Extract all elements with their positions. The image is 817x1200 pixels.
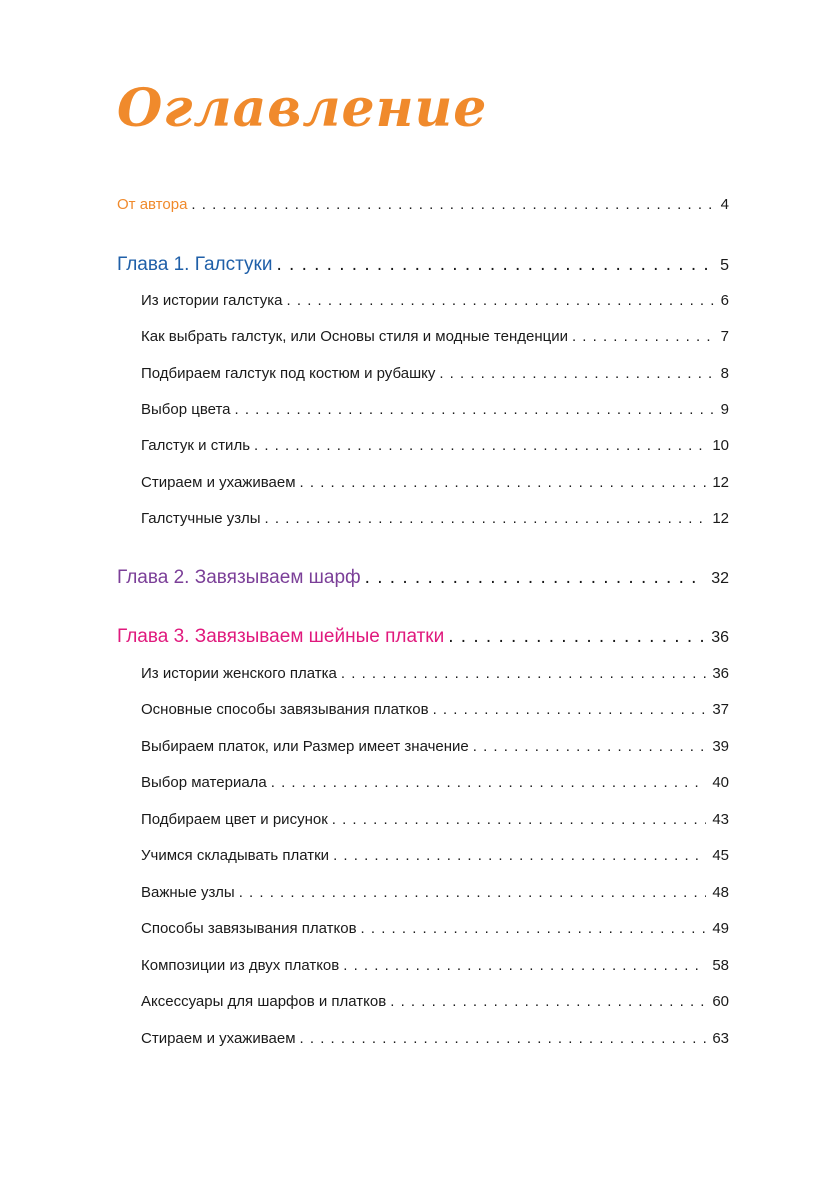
dot-leader	[341, 665, 706, 682]
dot-leader	[361, 920, 707, 937]
toc-entry-label: Способы завязывания платков	[141, 920, 357, 937]
toc-page-number: 5	[720, 257, 729, 274]
toc-entry[interactable]	[0, 292, 817, 309]
toc-entry[interactable]	[0, 510, 817, 527]
toc-entry[interactable]	[0, 884, 817, 901]
toc-page-number: 49	[712, 920, 729, 937]
dot-leader	[271, 774, 707, 791]
toc-page-number: 4	[720, 196, 729, 213]
dot-leader	[572, 328, 715, 345]
toc-page-number: 37	[712, 701, 729, 718]
dot-leader	[390, 993, 706, 1010]
toc-entry-label: Учимся складывать платки	[141, 847, 330, 864]
toc-entry[interactable]	[0, 811, 817, 828]
toc-entry[interactable]	[0, 920, 817, 937]
toc-entry-label: Галстук и стиль	[141, 437, 251, 454]
toc-page-number: 39	[712, 738, 729, 755]
toc-entry[interactable]	[0, 437, 817, 454]
toc-chapter-2[interactable]	[0, 567, 817, 589]
toc-chapter-label: Глава 2. Завязываем шарф	[117, 567, 361, 588]
page-title: Оглавление	[117, 78, 488, 139]
toc-entry-label: Из истории галстука	[141, 292, 283, 309]
toc-page-number: 40	[712, 774, 729, 791]
toc-entry-label: Выбор цвета	[141, 401, 231, 418]
toc-page-number: 60	[712, 993, 729, 1010]
toc-entry-label: Аксессуары для шарфов и платков	[141, 993, 387, 1010]
toc-page-number: 7	[720, 328, 729, 345]
dot-leader	[254, 437, 706, 454]
toc-page-number: 63	[712, 1030, 729, 1047]
toc-entry[interactable]	[0, 665, 817, 682]
toc-page-number: 43	[712, 811, 729, 828]
dot-leader	[333, 847, 706, 864]
toc-page-number: 6	[720, 292, 729, 309]
toc-page-number: 8	[720, 365, 729, 382]
toc-entry-label: Основные способы завязывания платков	[141, 701, 429, 718]
toc-entry[interactable]	[0, 847, 817, 864]
toc-entry[interactable]	[0, 701, 817, 718]
toc-chapter-3[interactable]	[0, 626, 817, 648]
toc-entry-label: Важные узлы	[141, 884, 235, 901]
toc-entry-label: Стираем и ухаживаем	[141, 1030, 296, 1047]
toc-page-number: 36	[712, 665, 729, 682]
toc-entry-label: Из истории женского платка	[141, 665, 337, 682]
toc-entry-label: Галстучные узлы	[141, 510, 261, 527]
dot-leader	[191, 196, 714, 213]
toc-page-number: 36	[711, 629, 729, 646]
toc-chapter-label: Глава 1. Галстуки	[117, 254, 273, 275]
toc-page-number: 9	[720, 401, 729, 418]
dot-leader	[433, 701, 707, 718]
dot-leader	[265, 510, 707, 527]
toc-chapter-1[interactable]	[0, 254, 817, 276]
toc-entry-label: Композиции из двух платков	[141, 957, 340, 974]
toc-entry-label: Стираем и ухаживаем	[141, 474, 296, 491]
dot-leader	[365, 567, 706, 589]
toc-chapter-label: Глава 3. Завязываем шейные платки	[117, 626, 445, 647]
toc-page-number: 48	[712, 884, 729, 901]
toc-entry[interactable]	[0, 738, 817, 755]
toc-page-number: 12	[712, 474, 729, 491]
toc-page-number: 45	[712, 847, 729, 864]
toc-entry[interactable]	[0, 774, 817, 791]
dot-leader	[439, 365, 714, 382]
dot-leader	[235, 401, 715, 418]
toc-entry-label: Как выбрать галстук, или Основы стиля и модные тенденции	[141, 328, 568, 345]
dot-leader	[448, 626, 705, 648]
toc-page-number: 58	[712, 957, 729, 974]
dot-leader	[287, 292, 715, 309]
toc-entry-label: От автора	[117, 196, 188, 213]
toc-entry-label: Подбираем цвет и рисунок	[141, 811, 328, 828]
toc-entry-label: Выбираем платок, или Размер имеет значение	[141, 738, 469, 755]
dot-leader	[300, 474, 707, 491]
dot-leader	[239, 884, 707, 901]
dot-leader	[473, 738, 707, 755]
toc-entry-label: Подбираем галстук под костюм и рубашку	[141, 365, 436, 382]
toc-page-number: 10	[712, 437, 729, 454]
toc-entry[interactable]	[0, 993, 817, 1010]
toc-entry[interactable]	[0, 328, 817, 345]
dot-leader	[332, 811, 707, 828]
toc-entry[interactable]	[0, 957, 817, 974]
toc-entry[interactable]	[0, 401, 817, 418]
toc-entry[interactable]	[0, 1030, 817, 1047]
toc-entry[interactable]	[0, 474, 817, 491]
toc-entry-author[interactable]	[0, 196, 817, 213]
toc-page-number: 12	[712, 510, 729, 527]
dot-leader	[343, 957, 706, 974]
toc-page-number: 32	[711, 570, 729, 587]
dot-leader	[276, 254, 714, 276]
toc-entry-label: Выбор материала	[141, 774, 267, 791]
dot-leader	[300, 1030, 707, 1047]
toc-entry[interactable]	[0, 365, 817, 382]
